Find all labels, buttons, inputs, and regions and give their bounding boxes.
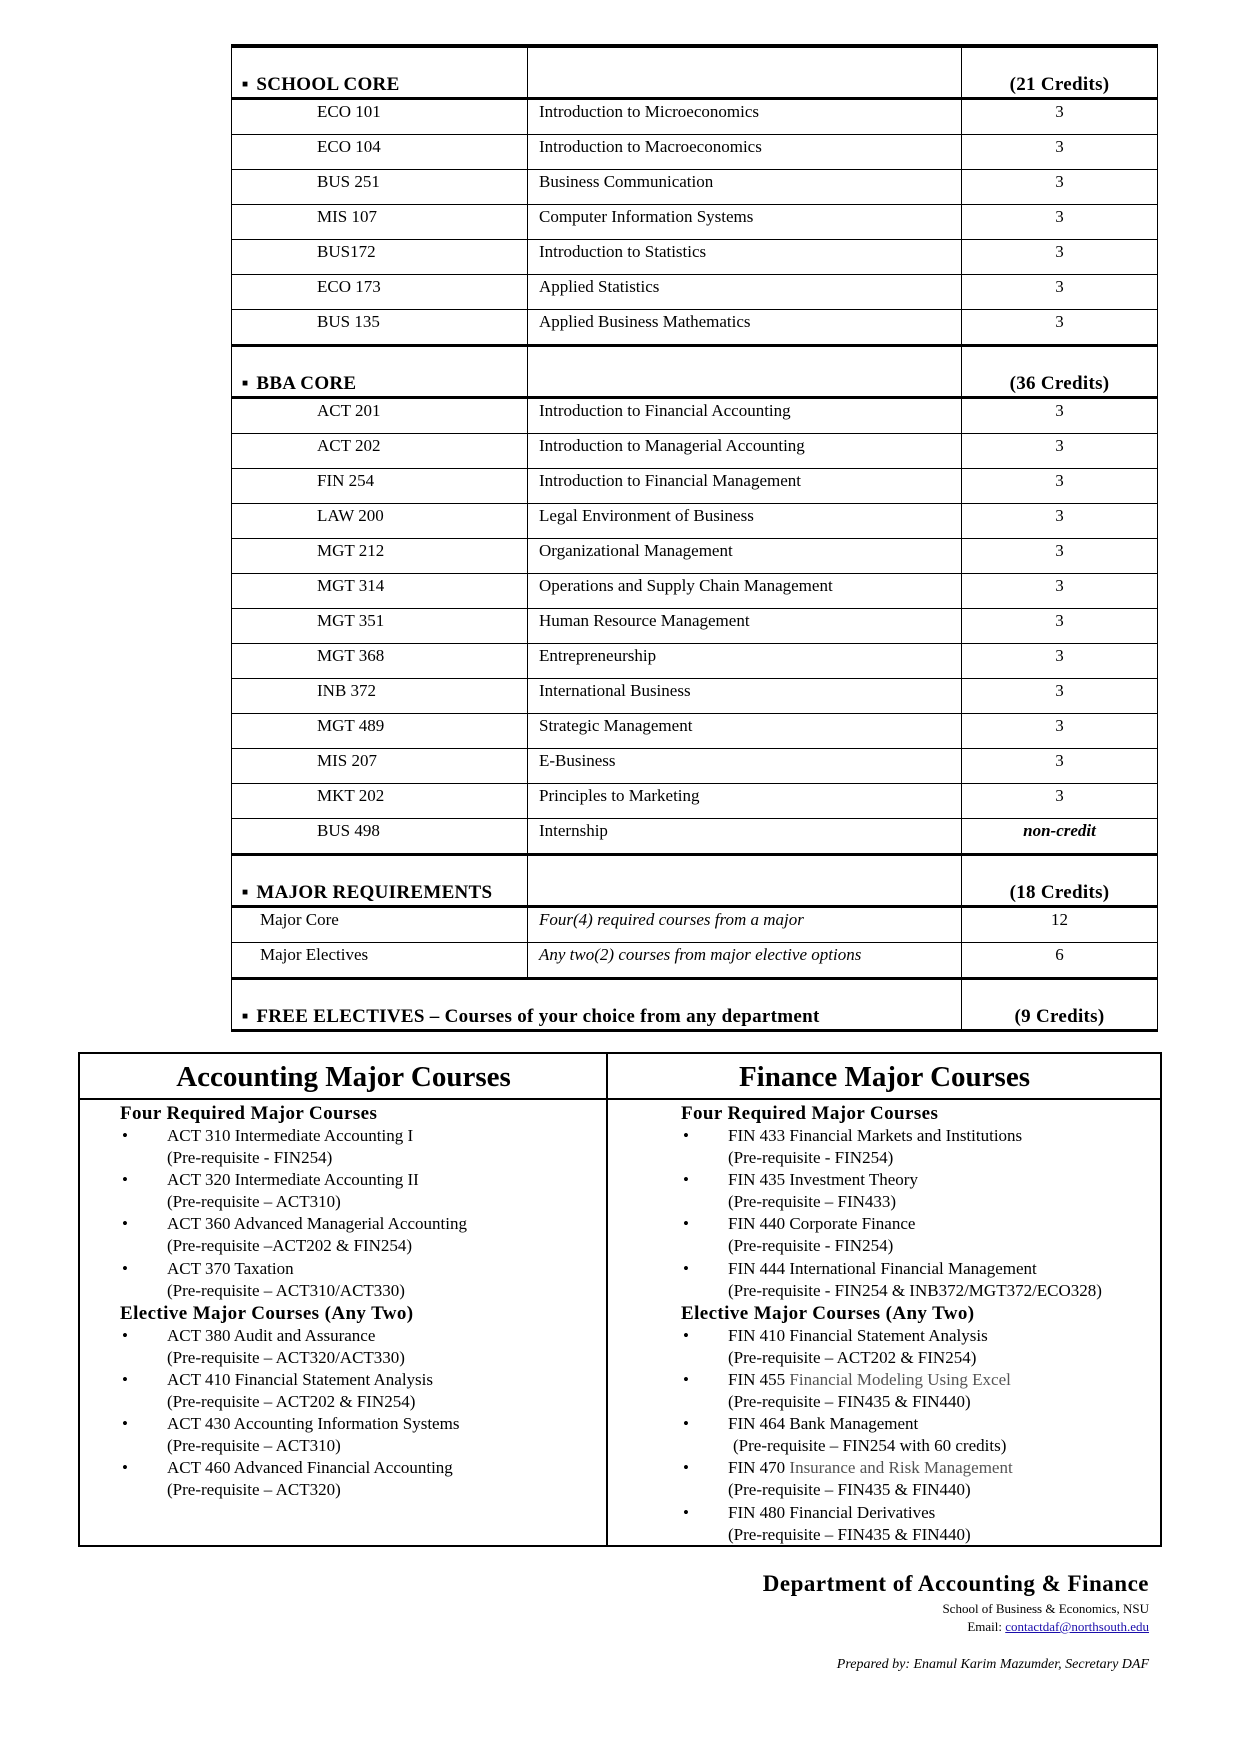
course-list-item (681, 1125, 1161, 1169)
finance-elective-list (681, 1325, 1161, 1546)
course-title: Applied Business Mathematics (528, 310, 962, 346)
bullet-icon: • (683, 1502, 689, 1522)
bullet-icon: • (122, 1414, 128, 1434)
course-row (232, 469, 1158, 504)
section-empty-cell (528, 46, 962, 99)
prerequisite: (Pre-requisite – FIN435 & FIN440) (728, 1392, 971, 1412)
course-credits: 3 (962, 644, 1158, 679)
course-title: Introduction to Microeconomics (528, 99, 962, 135)
course-list-item (120, 1369, 600, 1413)
course-row (232, 749, 1158, 784)
course-row (232, 784, 1158, 819)
credit-table-body (232, 46, 1158, 1031)
course-title: Legal Environment of Business (528, 504, 962, 539)
course-code: FIN 410 (728, 1325, 786, 1345)
course-title: Financial Statement Analysis (789, 1325, 988, 1345)
course-name: ACT 320 Intermediate Accounting II (167, 1170, 419, 1190)
course-name (728, 1369, 1161, 1391)
column-divider (606, 1054, 608, 1545)
prerequisite: (Pre-requisite – FIN433) (728, 1192, 897, 1212)
course-title: E-Business (528, 749, 962, 784)
course-row (232, 907, 1158, 943)
course-code: Major Core (232, 907, 528, 943)
course-list-item (120, 1325, 600, 1369)
bullet-icon: • (122, 1325, 128, 1345)
course-title: Introduction to Financial Accounting (528, 398, 962, 434)
prerequisite: (Pre-requisite – ACT202 & FIN254) (728, 1347, 977, 1367)
accounting-major-column (120, 1102, 600, 1502)
course-name: FIN 435 Investment Theory (728, 1170, 918, 1190)
course-row (232, 205, 1158, 240)
course-credits: 6 (962, 943, 1158, 979)
course-title: Financial Derivatives (789, 1502, 936, 1522)
section-title: MAJOR REQUIREMENTS (256, 882, 493, 903)
course-code: FIN 480 (728, 1502, 786, 1522)
course-row (232, 714, 1158, 749)
prerequisite: (Pre-requisite – ACT320) (167, 1480, 341, 1500)
course-name: ACT 410 Financial Statement Analysis (167, 1369, 433, 1389)
course-title: Introduction to Financial Management (528, 469, 962, 504)
prerequisite: (Pre-requisite – ACT310) (167, 1192, 341, 1212)
course-code: FIN 455 (728, 1369, 786, 1389)
section-title-cell (232, 46, 528, 99)
course-credits: 3 (962, 275, 1158, 310)
free-electives-title-cell (232, 979, 962, 1031)
email-label: Email: (967, 1619, 1002, 1634)
course-row (232, 539, 1158, 574)
course-list-item (681, 1169, 1161, 1213)
section-title: BBA CORE (256, 373, 357, 394)
course-credits: 3 (962, 240, 1158, 275)
section-title-cell (232, 855, 528, 907)
course-title: Bank Management (789, 1414, 919, 1434)
prerequisite: (Pre-requisite – ACT202 & FIN254) (167, 1392, 416, 1412)
course-code: BUS 135 (232, 310, 528, 346)
course-title: Applied Statistics (528, 275, 962, 310)
course-row (232, 135, 1158, 170)
bullet-icon: • (683, 1126, 689, 1145)
free-electives-row (232, 979, 1158, 1031)
bullet-icon: • (683, 1369, 689, 1389)
course-list-item (120, 1125, 600, 1169)
finance-elective-heading: Elective Major Courses (Any Two) (681, 1302, 975, 1324)
course-list-item (681, 1457, 1161, 1501)
course-row (232, 398, 1158, 434)
course-row (232, 679, 1158, 714)
course-code: FIN 254 (232, 469, 528, 504)
course-credits: 3 (962, 749, 1158, 784)
accounting-major-heading: Accounting Major Courses (80, 1054, 607, 1100)
course-title: Introduction to Statistics (528, 240, 962, 275)
bullet-icon: • (683, 1458, 689, 1478)
majors-table (78, 1052, 1162, 1547)
course-list-item (681, 1325, 1161, 1369)
department-name: Department of Accounting & Finance (762, 1571, 1149, 1596)
section-header-row (232, 46, 1158, 99)
course-list-item (681, 1502, 1161, 1546)
prerequisite: (Pre-requisite – ACT310) (167, 1436, 341, 1456)
course-row (232, 434, 1158, 469)
course-title: Operations and Supply Chain Management (528, 574, 962, 609)
email-link[interactable]: contactdaf@northsouth.edu (1005, 1619, 1149, 1634)
prerequisite: (Pre-requisite – FIN435 & FIN440) (728, 1524, 971, 1544)
course-list-item (120, 1169, 600, 1213)
prerequisite: (Pre-requisite – ACT320/ACT330) (167, 1347, 405, 1367)
course-title: Introduction to Managerial Accounting (528, 434, 962, 469)
course-credits: 3 (962, 398, 1158, 434)
course-code: ECO 173 (232, 275, 528, 310)
bullet-icon: • (122, 1458, 128, 1478)
course-title: Financial Modeling Using Excel (789, 1369, 1011, 1389)
course-name: ACT 460 Advanced Financial Accounting (167, 1458, 453, 1478)
email-line (763, 1619, 1149, 1635)
course-list-item (120, 1413, 600, 1457)
course-credits: 3 (962, 504, 1158, 539)
section-credits: (18 Credits) (962, 855, 1158, 907)
free-electives-title: FREE ELECTIVES – Courses of your choice from any department (256, 1006, 820, 1027)
course-code: FIN 464 (728, 1414, 786, 1434)
course-code: BUS 498 (232, 819, 528, 855)
bullet-icon: • (683, 1170, 689, 1190)
course-name: ACT 370 Taxation (167, 1258, 294, 1278)
course-code: FIN 470 (728, 1458, 786, 1478)
prerequisite: (Pre-requisite - FIN254) (728, 1236, 894, 1256)
course-row (232, 819, 1158, 855)
course-name: ACT 380 Audit and Assurance (167, 1325, 376, 1345)
course-list-item (681, 1369, 1161, 1413)
course-code: MGT 368 (232, 644, 528, 679)
prerequisite: (Pre-requisite - FIN254) (728, 1148, 894, 1168)
course-row (232, 99, 1158, 135)
section-credits: (21 Credits) (962, 46, 1158, 99)
course-name: ACT 360 Advanced Managerial Accounting (167, 1214, 467, 1234)
course-name (728, 1502, 1161, 1524)
footer (763, 1571, 1149, 1673)
section-header-row (232, 855, 1158, 907)
section-title: SCHOOL CORE (256, 74, 400, 95)
course-credits: 3 (962, 135, 1158, 170)
course-list-item (120, 1213, 600, 1257)
prerequisite: (Pre-requisite - FIN254 & INB372/MGT372/ECO328) (728, 1280, 1102, 1300)
course-credits: 3 (962, 539, 1158, 574)
finance-major-heading: Finance Major Courses (607, 1054, 1162, 1100)
course-code: BUS 251 (232, 170, 528, 205)
accounting-required-heading: Four Required Major Courses (120, 1103, 378, 1124)
course-name: ACT 430 Accounting Information Systems (167, 1414, 460, 1434)
course-name: FIN 444 International Financial Management (728, 1258, 1037, 1278)
course-credits: non-credit (962, 819, 1158, 855)
course-name (728, 1457, 1161, 1479)
course-code: BUS172 (232, 240, 528, 275)
bullet-icon: • (122, 1369, 128, 1389)
section-empty-cell (528, 855, 962, 907)
course-credits: 3 (962, 574, 1158, 609)
course-row (232, 504, 1158, 539)
course-title: Entrepreneurship (528, 644, 962, 679)
course-code: ECO 104 (232, 135, 528, 170)
course-credits: 3 (962, 714, 1158, 749)
prepared-by: Prepared by: Enamul Karim Mazumder, Secretary DAF (836, 1657, 1149, 1672)
course-code: MIS 107 (232, 205, 528, 240)
course-credits: 3 (962, 679, 1158, 714)
course-code: MGT 351 (232, 609, 528, 644)
course-list-item (681, 1258, 1161, 1302)
section-title-cell (232, 346, 528, 398)
course-name: FIN 440 Corporate Finance (728, 1214, 916, 1234)
course-title: Organizational Management (528, 539, 962, 574)
credit-requirements-table (231, 44, 1158, 1032)
prerequisite: (Pre-requisite – FIN254 with 60 credits) (733, 1436, 1007, 1456)
course-code: MGT 489 (232, 714, 528, 749)
course-title: Introduction to Macroeconomics (528, 135, 962, 170)
prerequisite: (Pre-requisite –ACT202 & FIN254) (167, 1236, 413, 1256)
section-bullet-icon: ■ (242, 79, 249, 90)
course-credits: 3 (962, 434, 1158, 469)
course-list-item (120, 1457, 600, 1501)
course-code: ECO 101 (232, 99, 528, 135)
course-code: MGT 314 (232, 574, 528, 609)
bullet-icon: • (122, 1170, 128, 1190)
course-row (232, 644, 1158, 679)
prerequisite: (Pre-requisite – ACT310/ACT330) (167, 1280, 405, 1300)
bullet-icon: • (683, 1214, 689, 1234)
accounting-required-list (120, 1125, 600, 1302)
course-credits: 3 (962, 170, 1158, 205)
section-header-row (232, 346, 1158, 398)
section-bullet-icon: ■ (242, 887, 249, 898)
course-row (232, 609, 1158, 644)
school-name: School of Business & Economics, NSU (942, 1601, 1149, 1616)
finance-required-list (681, 1125, 1161, 1302)
course-code: ACT 201 (232, 398, 528, 434)
course-credits: 3 (962, 784, 1158, 819)
accounting-elective-list (120, 1325, 600, 1502)
section-empty-cell (528, 346, 962, 398)
course-row (232, 275, 1158, 310)
course-credits: 3 (962, 310, 1158, 346)
course-title: Four(4) required courses from a major (528, 907, 962, 943)
course-title: Internship (528, 819, 962, 855)
course-credits: 3 (962, 205, 1158, 240)
course-code: MKT 202 (232, 784, 528, 819)
course-title: Strategic Management (528, 714, 962, 749)
section-credits: (36 Credits) (962, 346, 1158, 398)
course-code: ACT 202 (232, 434, 528, 469)
section-bullet-icon: ■ (242, 378, 249, 389)
course-row (232, 240, 1158, 275)
bullet-icon: • (683, 1325, 689, 1345)
course-code: MGT 212 (232, 539, 528, 574)
prerequisite: (Pre-requisite – FIN435 & FIN440) (728, 1480, 971, 1500)
course-title: Principles to Marketing (528, 784, 962, 819)
bullet-icon: • (122, 1258, 128, 1278)
course-name: ACT 310 Intermediate Accounting I (167, 1126, 414, 1145)
course-list-item (681, 1213, 1161, 1257)
free-electives-credits: (9 Credits) (962, 979, 1158, 1031)
bullet-icon: • (683, 1414, 689, 1434)
finance-major-column (681, 1102, 1161, 1546)
course-row (232, 574, 1158, 609)
course-code: INB 372 (232, 679, 528, 714)
course-title: Human Resource Management (528, 609, 962, 644)
prerequisite: (Pre-requisite - FIN254) (167, 1148, 333, 1168)
finance-required-heading: Four Required Major Courses (681, 1103, 939, 1124)
course-title: Computer Information Systems (528, 205, 962, 240)
course-row (232, 310, 1158, 346)
course-credits: 3 (962, 469, 1158, 504)
section-bullet-icon: ■ (242, 1011, 249, 1022)
bullet-icon: • (122, 1126, 128, 1145)
course-title: International Business (528, 679, 962, 714)
course-row (232, 943, 1158, 979)
bullet-icon: • (683, 1258, 689, 1278)
course-title: Insurance and Risk Management (789, 1458, 1013, 1478)
bullet-icon: • (122, 1214, 128, 1234)
course-credits: 3 (962, 609, 1158, 644)
accounting-elective-heading: Elective Major Courses (Any Two) (120, 1302, 414, 1324)
course-code: LAW 200 (232, 504, 528, 539)
course-title: Any two(2) courses from major elective options (528, 943, 962, 979)
course-code: Major Electives (232, 943, 528, 979)
course-name (728, 1413, 1161, 1435)
course-credits: 3 (962, 99, 1158, 135)
course-name (728, 1325, 1161, 1347)
course-title: Business Communication (528, 170, 962, 205)
course-list-item (681, 1413, 1161, 1457)
course-row (232, 170, 1158, 205)
course-code: MIS 207 (232, 749, 528, 784)
course-name: FIN 433 Financial Markets and Institutions (728, 1126, 1023, 1145)
course-credits: 12 (962, 907, 1158, 943)
course-list-item (120, 1258, 600, 1302)
